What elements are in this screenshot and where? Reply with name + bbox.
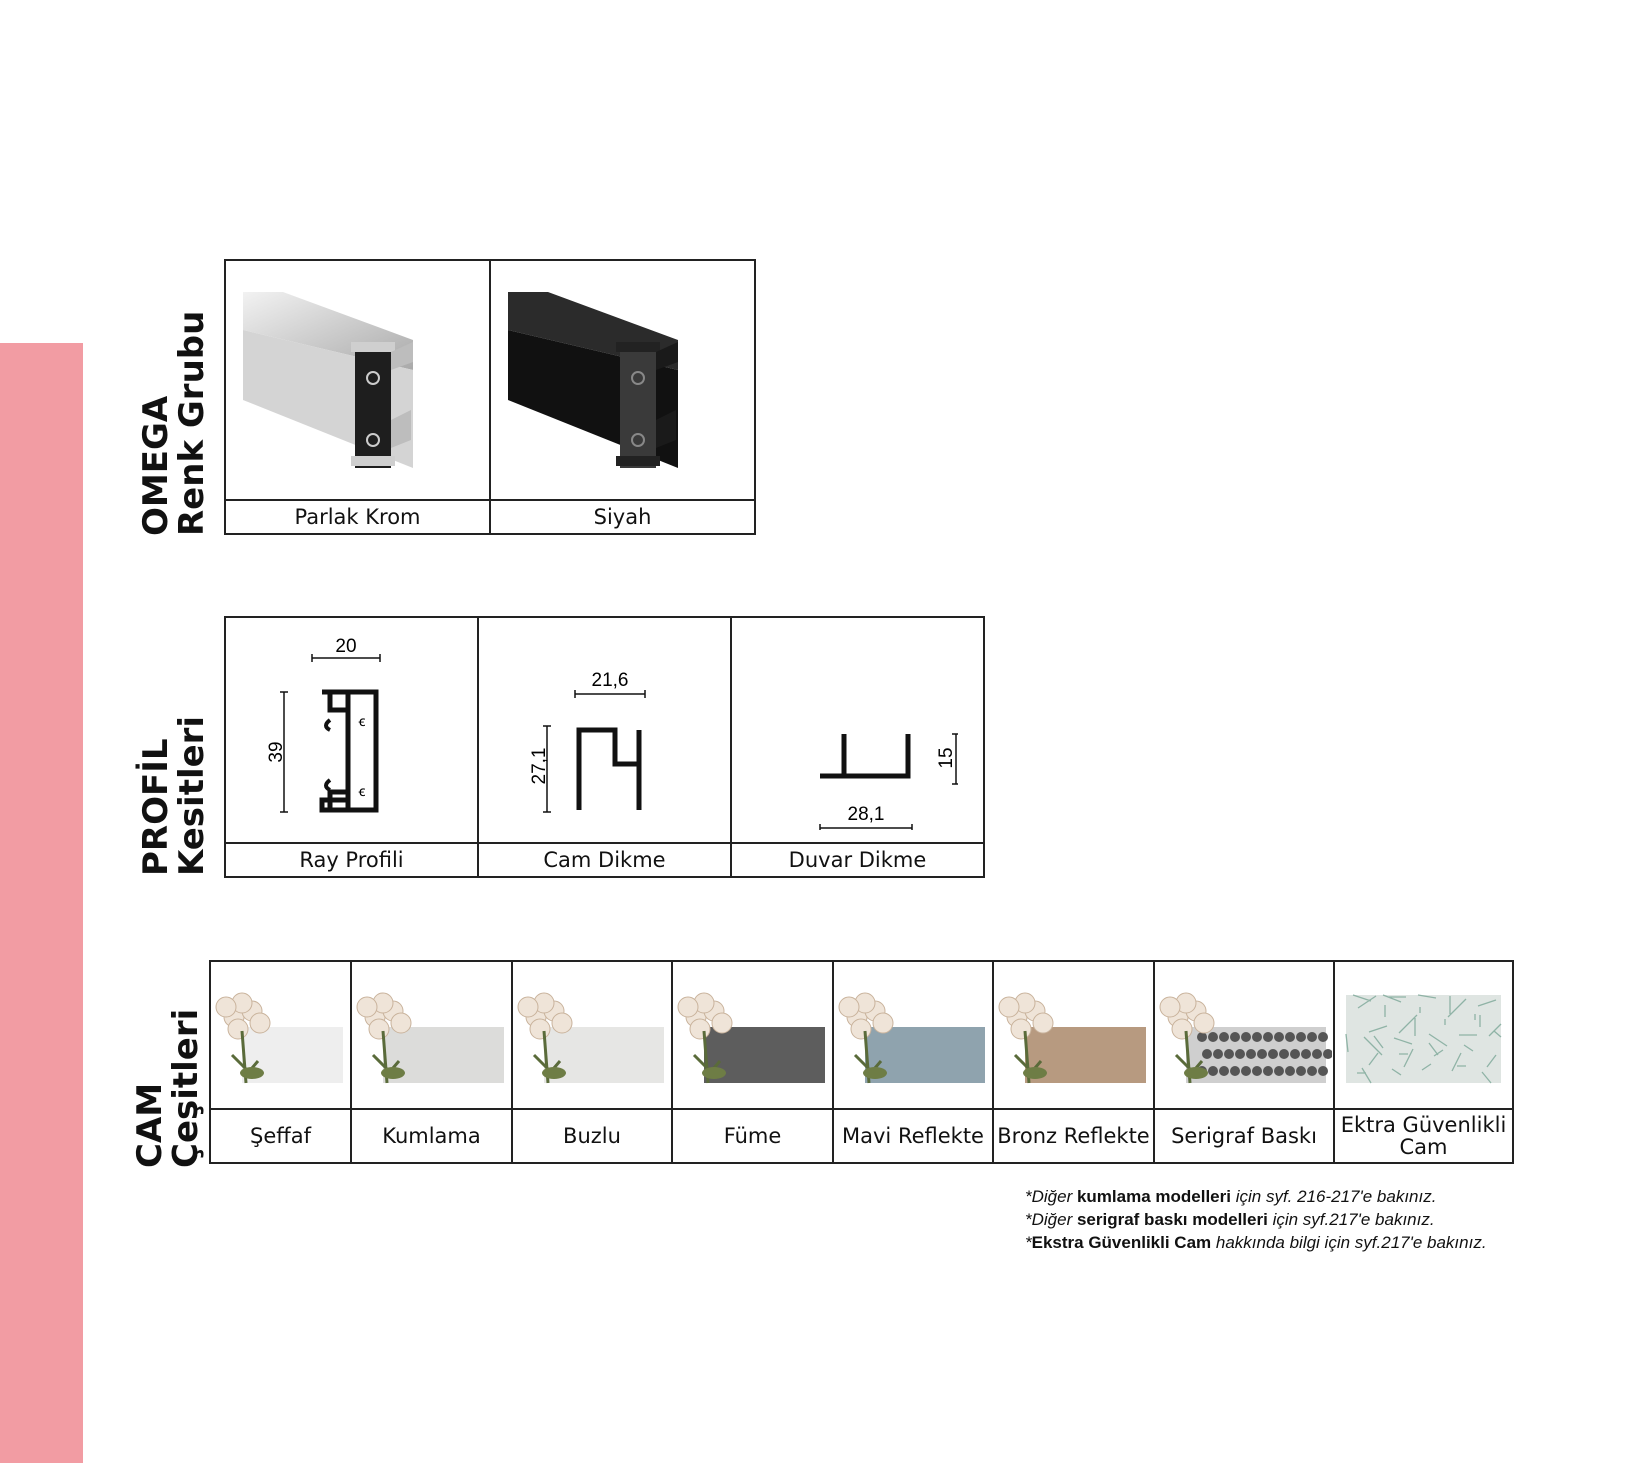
flower-leaf — [1184, 1067, 1208, 1079]
serigraf-dot — [1285, 1032, 1295, 1042]
profile-label-duvar-dikme: Duvar Dikme — [731, 843, 984, 877]
flower-petal — [552, 1013, 572, 1033]
serigraf-dot — [1252, 1066, 1262, 1076]
serigraf-dot — [1312, 1049, 1322, 1059]
flower-petal — [369, 1019, 389, 1039]
footnote-1-prefix: *Diğer — [1025, 1187, 1077, 1206]
glass-sample-mavi-reflekte — [833, 961, 993, 1109]
serigraf-dot — [1202, 1049, 1212, 1059]
serigraf-dot — [1246, 1049, 1256, 1059]
serigraf-dot — [1318, 1066, 1328, 1076]
footnote-2-suffix: için syf.217'e bakınız. — [1267, 1210, 1435, 1229]
flower-petal — [839, 997, 859, 1017]
flower-leaf — [381, 1067, 405, 1079]
glass-sample-bronz-reflekte — [993, 961, 1154, 1109]
flower-petal — [690, 1019, 710, 1039]
serigraf-dot — [1296, 1066, 1306, 1076]
glass-sample-graphic — [1336, 965, 1511, 1105]
flower-petal — [216, 997, 236, 1017]
footnote-2 — [1025, 1208, 1487, 1231]
svg-text:ꞓ: ꞓ — [358, 714, 365, 730]
cam-dikme-icon — [505, 630, 705, 830]
serigraf-dot — [1230, 1066, 1240, 1076]
footnote-2-bold: serigraf baskı modelleri — [1076, 1210, 1268, 1229]
flower-petal — [250, 1013, 270, 1033]
flower-leaf — [1023, 1067, 1047, 1079]
serigraf-dot — [1219, 1066, 1229, 1076]
serigraf-dot — [1219, 1032, 1229, 1042]
profil-section-title — [138, 716, 210, 876]
duvar-dikme-icon — [758, 630, 958, 830]
duvar-dim-width: 28,1 — [847, 804, 884, 825]
serigraf-dot — [1301, 1049, 1311, 1059]
serigraf-dot — [1285, 1066, 1295, 1076]
serigraf-dot — [1274, 1066, 1284, 1076]
flower-petal — [530, 1019, 550, 1039]
flower-petal — [712, 1013, 732, 1033]
glass-sample-graphic — [674, 965, 831, 1105]
flower-petal — [873, 1013, 893, 1033]
cam-dim-height: 27,1 — [528, 747, 550, 785]
flower-petal — [228, 1019, 248, 1039]
glass-label-kumlama: Kumlama — [351, 1109, 512, 1163]
profile-label-cam-dikme: Cam Dikme — [478, 843, 731, 877]
flower-petal — [1011, 1019, 1031, 1039]
omega-title-line1: OMEGA — [136, 395, 176, 536]
serigraf-dot — [1318, 1032, 1328, 1042]
serigraf-dot — [1290, 1049, 1300, 1059]
serigraf-dot — [1241, 1032, 1251, 1042]
serigraf-dot — [1268, 1049, 1278, 1059]
omega-color-table — [224, 259, 756, 535]
serigraf-dot — [1263, 1032, 1273, 1042]
svg-text:ꞓ: ꞓ — [358, 784, 365, 800]
glass-sample-seffaf — [210, 961, 351, 1109]
serigraf-dot — [1213, 1049, 1223, 1059]
serigraf-dot — [1197, 1032, 1207, 1042]
footnote-3-suffix: hakkında bilgi için syf.217'e bakınız. — [1211, 1233, 1487, 1252]
glass-sample-ekstra-guvenlikli — [1334, 961, 1513, 1109]
serigraf-dot — [1296, 1032, 1306, 1042]
flower-petal — [1033, 1013, 1053, 1033]
glass-sample-fume — [672, 961, 833, 1109]
black-profile-icon — [508, 290, 738, 470]
footnote-1 — [1025, 1185, 1487, 1208]
flower-leaf — [542, 1067, 566, 1079]
ray-dim-width: 20 — [334, 636, 357, 657]
serigraf-dot — [1307, 1032, 1317, 1042]
profile-section-table — [224, 616, 985, 878]
glass-sample-graphic — [212, 965, 349, 1105]
serigraf-dot — [1257, 1049, 1267, 1059]
serigraf-dot — [1208, 1066, 1218, 1076]
glass-sample-graphic — [514, 965, 670, 1105]
serigraf-dot — [1307, 1066, 1317, 1076]
side-color-bar — [0, 343, 83, 1463]
serigraf-dot — [1252, 1032, 1262, 1042]
footnote-1-suffix: için syf. 216-217'e bakınız. — [1230, 1187, 1437, 1206]
serigraf-dot — [1263, 1066, 1273, 1076]
flower-petal — [1194, 1013, 1214, 1033]
flower-leaf — [240, 1067, 264, 1079]
glass-types-table — [209, 960, 1514, 1164]
glass-sample-graphic — [995, 965, 1152, 1105]
cam-dim-width: 21,6 — [591, 670, 628, 691]
glass-label-buzlu: Buzlu — [512, 1109, 672, 1163]
serigraf-dot — [1235, 1049, 1245, 1059]
serigraf-dot — [1241, 1066, 1251, 1076]
glass-label-ekstra-guvenlikli — [1334, 1109, 1513, 1163]
omega-label-chrome: Parlak Krom — [225, 500, 490, 534]
duvar-dikme-drawing — [731, 617, 984, 843]
glass-sample-graphic — [835, 965, 991, 1105]
serigraf-dot — [1208, 1032, 1218, 1042]
profil-title-line1: PROFİL — [136, 738, 176, 876]
cam-section-title — [132, 1009, 204, 1168]
serigraf-dot — [1279, 1049, 1289, 1059]
footnote-3-prefix: * — [1025, 1233, 1032, 1252]
glass-sample-graphic — [1156, 965, 1332, 1105]
flower-petal — [1160, 997, 1180, 1017]
cam-title-line1: CAM — [130, 1082, 170, 1168]
black-profile-image — [490, 260, 755, 500]
ray-profile-icon — [252, 630, 452, 830]
duvar-dim-height: 15 — [935, 747, 957, 769]
ray-profile-drawing — [225, 617, 478, 843]
footnote-3-bold: Ekstra Güvenlikli Cam — [1031, 1233, 1212, 1252]
glass-label-fume: Füme — [672, 1109, 833, 1163]
glass-label-ekstra-line1: Ektra Güvenlikli — [1340, 1113, 1507, 1137]
glass-label-bronz-reflekte: Bronz Reflekte — [993, 1109, 1154, 1163]
flower-petal — [1172, 1019, 1192, 1039]
glass-sample-buzlu — [512, 961, 672, 1109]
flower-petal — [999, 997, 1019, 1017]
glass-label-mavi-reflekte: Mavi Reflekte — [833, 1109, 993, 1163]
ray-dim-height: 39 — [265, 741, 287, 763]
serigraf-dot — [1224, 1049, 1234, 1059]
flower-leaf — [863, 1067, 887, 1079]
glass-sample-serigraf — [1154, 961, 1334, 1109]
glass-sample-graphic — [353, 965, 510, 1105]
flower-petal — [357, 997, 377, 1017]
glass-label-seffaf: Şeffaf — [210, 1109, 351, 1163]
chrome-profile-image — [225, 260, 490, 500]
glass-sample-kumlama — [351, 961, 512, 1109]
flower-petal — [518, 997, 538, 1017]
footnote-3 — [1025, 1231, 1487, 1254]
omega-title-line2: Renk Grubu — [172, 310, 212, 536]
omega-section-title — [138, 311, 210, 536]
serigraf-dot — [1274, 1032, 1284, 1042]
flower-leaf — [702, 1067, 726, 1079]
footnote-1-bold: kumlama modelleri — [1076, 1187, 1231, 1206]
footnotes — [1025, 1185, 1487, 1254]
glass-label-ekstra-line2: Cam — [1399, 1135, 1448, 1159]
flower-petal — [391, 1013, 411, 1033]
cam-title-line2: Çeşitleri — [166, 1008, 206, 1168]
serigraf-dot — [1230, 1032, 1240, 1042]
flower-petal — [851, 1019, 871, 1039]
footnote-2-prefix: *Diğer — [1025, 1210, 1077, 1229]
omega-label-black: Siyah — [490, 500, 755, 534]
cam-dikme-drawing — [478, 617, 731, 843]
flower-petal — [678, 997, 698, 1017]
chrome-profile-icon — [243, 290, 473, 470]
glass-panel — [1346, 995, 1501, 1083]
profil-title-line2: Kesitleri — [172, 715, 212, 876]
profile-label-ray: Ray Profili — [225, 843, 478, 877]
glass-label-serigraf: Serigraf Baskı — [1154, 1109, 1334, 1163]
